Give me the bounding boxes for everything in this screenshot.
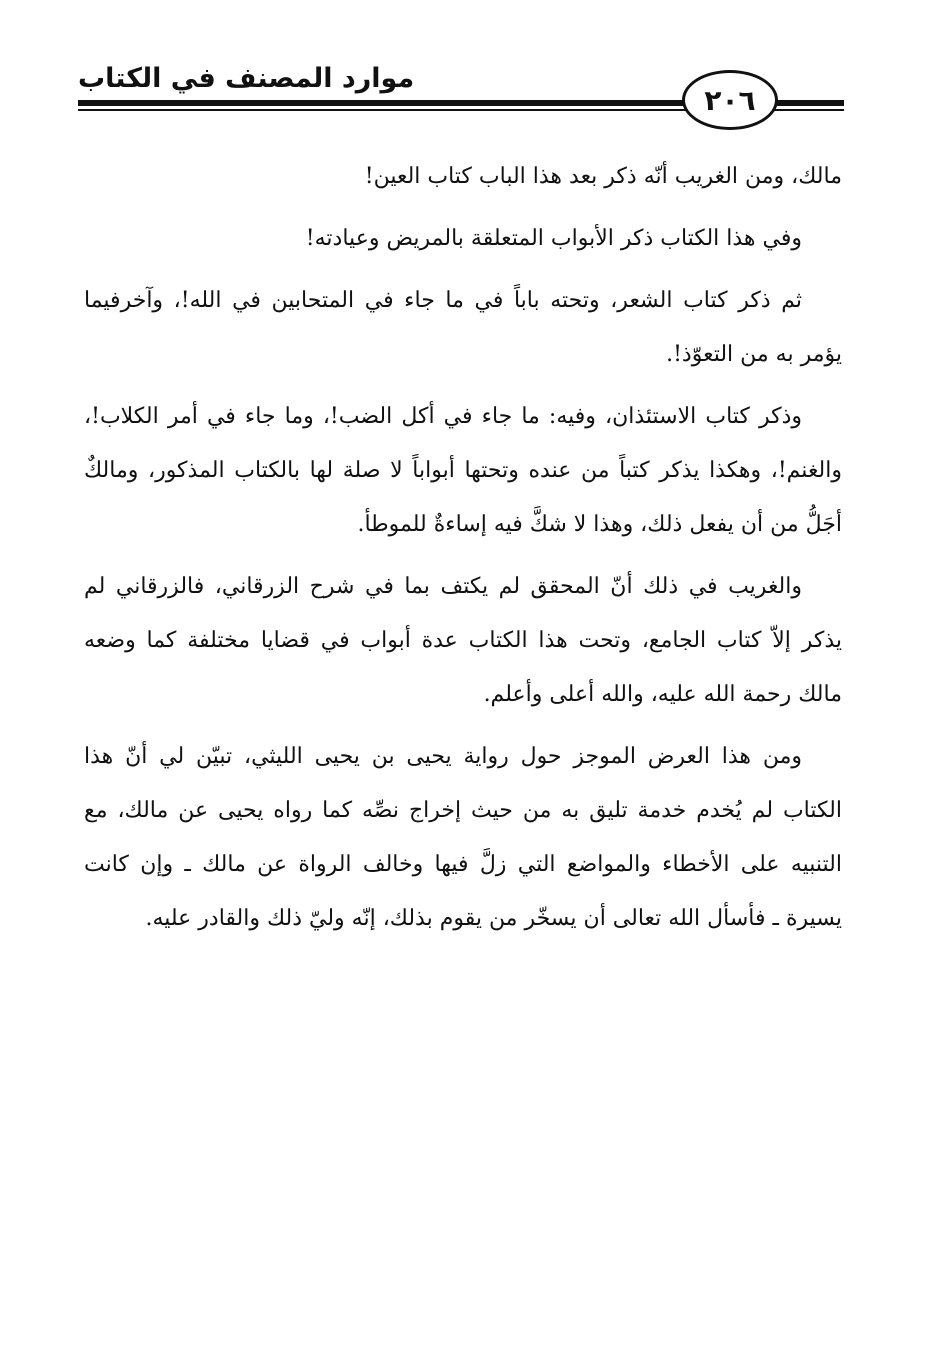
page-header — [78, 62, 844, 130]
paragraph: والغريب في ذلك أنّ المحقق لم يكتف بما في شرح الزرقاني، فالزرقاني لم يذكر إلاّ كتاب الجامع، وتحت هذا الكتاب عدة أبواب في قضايا مختلفة كما وضعه مالك رحمة الله عليه، والله أعلى وأعلم. — [84, 574, 842, 707]
page-number: ٢٠٦ — [682, 70, 778, 130]
paragraph: وذكر كتاب الاستئذان، وفيه: ما جاء في أكل الضب!، وما جاء في أمر الكلاب!، والغنم!، وهكذا يذكر كتباً من عنده وتحتها أبواباً لا صلة لها بالكتاب المذكور، ومالكٌ أجَلُّ من أن يفعل ذلك، وهذا لا شكَّ فيه إساءةٌ للموطأ. — [84, 404, 842, 537]
running-title: موارد المصنف في الكتاب — [78, 63, 415, 94]
paragraph: ثم ذكر كتاب الشعر، وتحته باباً في ما جاء في المتحابين في الله!، وآخرفيما يؤمر به من التعوّذ!. — [84, 288, 842, 367]
paragraph: وفي هذا الكتاب ذكر الأبواب المتعلقة بالمريض وعيادته! — [305, 226, 802, 251]
page-body — [84, 150, 842, 954]
paragraph: مالك، ومن الغريب أنّه ذكر بعد هذا الباب كتاب العين! — [364, 164, 842, 189]
paragraph: ومن هذا العرض الموجز حول رواية يحيى بن يحيى الليثي، تبيّن لي أنّ هذا الكتاب لم يُخدم خدمة تليق به من حيث إخراج نصِّه كما رواه يحيى عن مالك، مع التنبيه على الأخطاء والمواضع التي زلَّ فيها وخالف الرواة عن مالك ـ وإن كانت يسيرة ـ فأسأل الله تعالى أن يسخّر من يقوم بذلك، إنّه وليّ ذلك والقادر عليه. — [84, 744, 842, 931]
